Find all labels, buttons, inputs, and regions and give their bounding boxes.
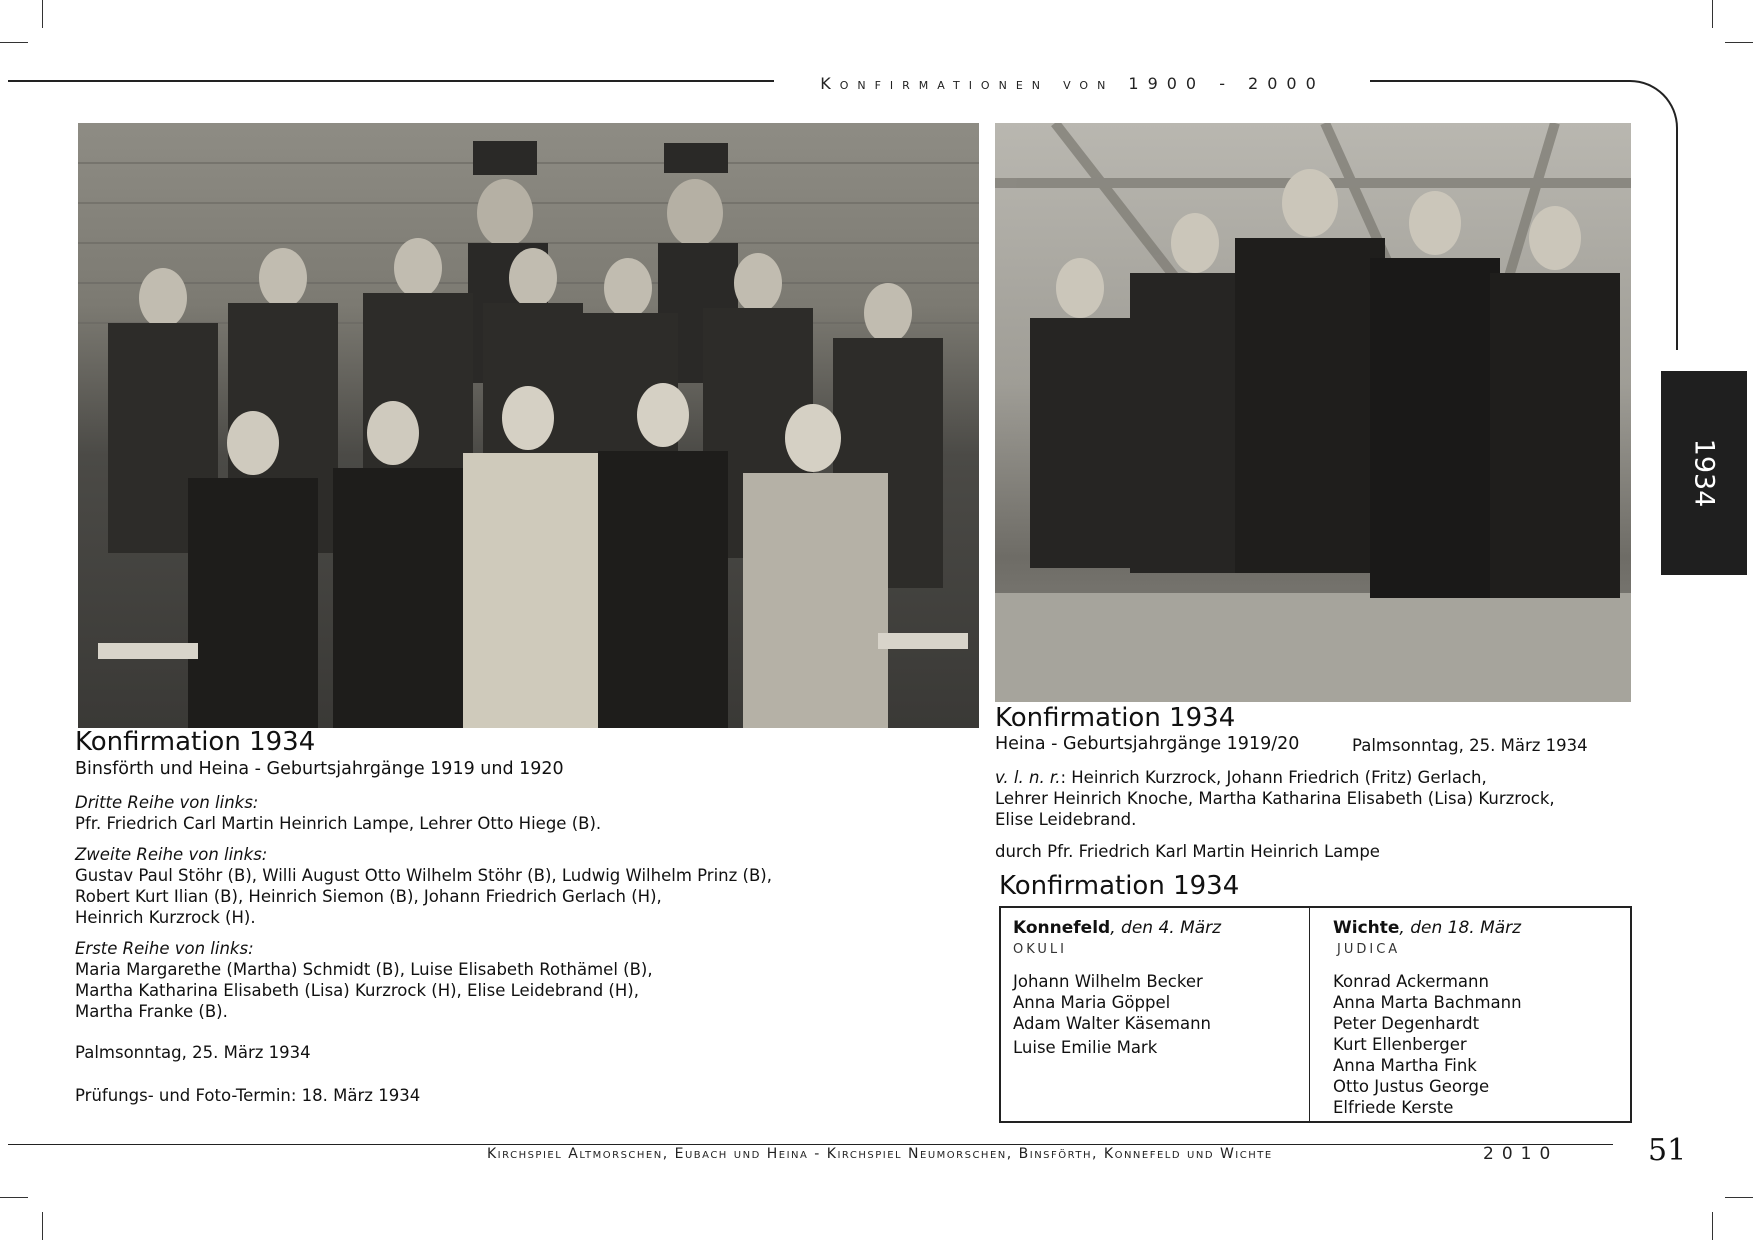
name-item: Anna Marta Bachmann: [1333, 993, 1522, 1012]
row2-line: Heinrich Kurzrock (H).: [75, 908, 256, 927]
name-item: Otto Justus George: [1333, 1077, 1490, 1096]
vlnr-label: v. l. n. r.: [995, 768, 1061, 787]
col-place: Konnefeld: [1013, 918, 1111, 938]
row2-line: Gustav Paul Stöhr (B), Willi August Otto Wilhelm Stöhr (B), Ludwig Wilhelm Prinz (B),: [75, 866, 772, 885]
names-line: Lehrer Heinrich Knoche, Martha Katharina Elisabeth (Lisa) Kurzrock,: [995, 789, 1555, 808]
footer-rule: [8, 1144, 1613, 1145]
year-tab-label: 1934: [1688, 438, 1720, 508]
crop-mark: [42, 1212, 43, 1240]
col-date: , den 4. März: [1110, 918, 1222, 938]
table-title: Konfirmation 1934: [999, 871, 1240, 901]
row1-line: Martha Franke (B).: [75, 1002, 228, 1021]
confirmation-table: [999, 906, 1632, 1123]
left-caption-subtitle: Binsförth und Heina - Geburtsjahrgänge 1919 und 1920: [75, 759, 564, 779]
name-item: Anna Maria Göppel: [1013, 993, 1171, 1012]
footer-parish-text: Kirchspiel Altmorschen, Eubach und Heina - Kirchspiel Neumorschen, Binsförth, Konnefeld und Wichte: [487, 1146, 1273, 1162]
name-item: Kurt Ellenberger: [1333, 1035, 1467, 1054]
col-sunday: OKULI: [1013, 942, 1067, 957]
name-item: Anna Martha Fink: [1333, 1056, 1477, 1075]
header-rule-left: [8, 80, 774, 82]
crop-mark: [1725, 42, 1753, 43]
header-title: Konfirmationen von 1900 - 2000: [820, 74, 1325, 93]
page-number: 51: [1648, 1133, 1687, 1168]
name-item: Elfriede Kerste: [1333, 1098, 1454, 1117]
table-divider: [1309, 908, 1310, 1121]
header-rule-right: [1370, 80, 1620, 82]
group-photo-heina: [995, 123, 1631, 702]
left-exam-date: Prüfungs- und Foto-Termin: 18. März 1934: [75, 1086, 421, 1105]
left-caption-title: Konfirmation 1934: [75, 727, 316, 757]
crop-mark: [0, 42, 28, 43]
table-col-konnefeld: [1013, 918, 1221, 1058]
col-sunday: JUDICA: [1337, 942, 1401, 957]
name-item: Konrad Ackermann: [1333, 972, 1489, 991]
right-caption-subtitle: Heina - Geburtsjahrgänge 1919/20: [995, 734, 1300, 754]
table-col-wichte: [1333, 918, 1522, 1118]
row3-text: Pfr. Friedrich Carl Martin Heinrich Lampe, Lehrer Otto Hiege (B).: [75, 814, 602, 833]
crop-mark: [0, 1197, 28, 1198]
name-item: Johann Wilhelm Becker: [1013, 972, 1203, 991]
row1-line: Maria Margarethe (Martha) Schmidt (B), Luise Elisabeth Rothämel (B),: [75, 960, 653, 979]
row3-label: Dritte Reihe von links:: [75, 793, 259, 812]
right-caption-date: Palmsonntag, 25. März 1934: [1352, 736, 1588, 755]
pastor-line: durch Pfr. Friedrich Karl Martin Heinrich Lampe: [995, 842, 1380, 861]
right-caption-title: Konfirmation 1934: [995, 703, 1236, 733]
row1-line: Martha Katharina Elisabeth (Lisa) Kurzrock (H), Elise Leidebrand (H),: [75, 981, 639, 1000]
footer-year: 2010: [1483, 1144, 1559, 1164]
names-line: : Heinrich Kurzrock, Johann Friedrich (Fritz) Gerlach,: [1060, 768, 1487, 787]
group-photo-binsfoerth-heina: [78, 123, 979, 728]
row2-label: Zweite Reihe von links:: [75, 845, 268, 864]
right-caption-body: [995, 767, 1555, 862]
col-place: Wichte: [1333, 918, 1400, 938]
name-item: Peter Degenhardt: [1333, 1014, 1480, 1033]
row1-label: Erste Reihe von links:: [75, 939, 254, 958]
year-tab: [1661, 371, 1747, 575]
name-item: Adam Walter Käsemann: [1013, 1014, 1211, 1033]
crop-mark: [1712, 0, 1713, 28]
col-date: , den 18. März: [1399, 918, 1522, 938]
crop-mark: [1712, 1212, 1713, 1240]
crop-mark: [1725, 1197, 1753, 1198]
row2-line: Robert Kurt Ilian (B), Heinrich Siemon (B), Johann Friedrich Gerlach (H),: [75, 887, 662, 906]
name-item: Luise Emilie Mark: [1013, 1038, 1158, 1057]
left-caption-body: [75, 792, 772, 1106]
names-line: Elise Leidebrand.: [995, 810, 1137, 829]
crop-mark: [42, 0, 43, 28]
left-date: Palmsonntag, 25. März 1934: [75, 1043, 311, 1062]
